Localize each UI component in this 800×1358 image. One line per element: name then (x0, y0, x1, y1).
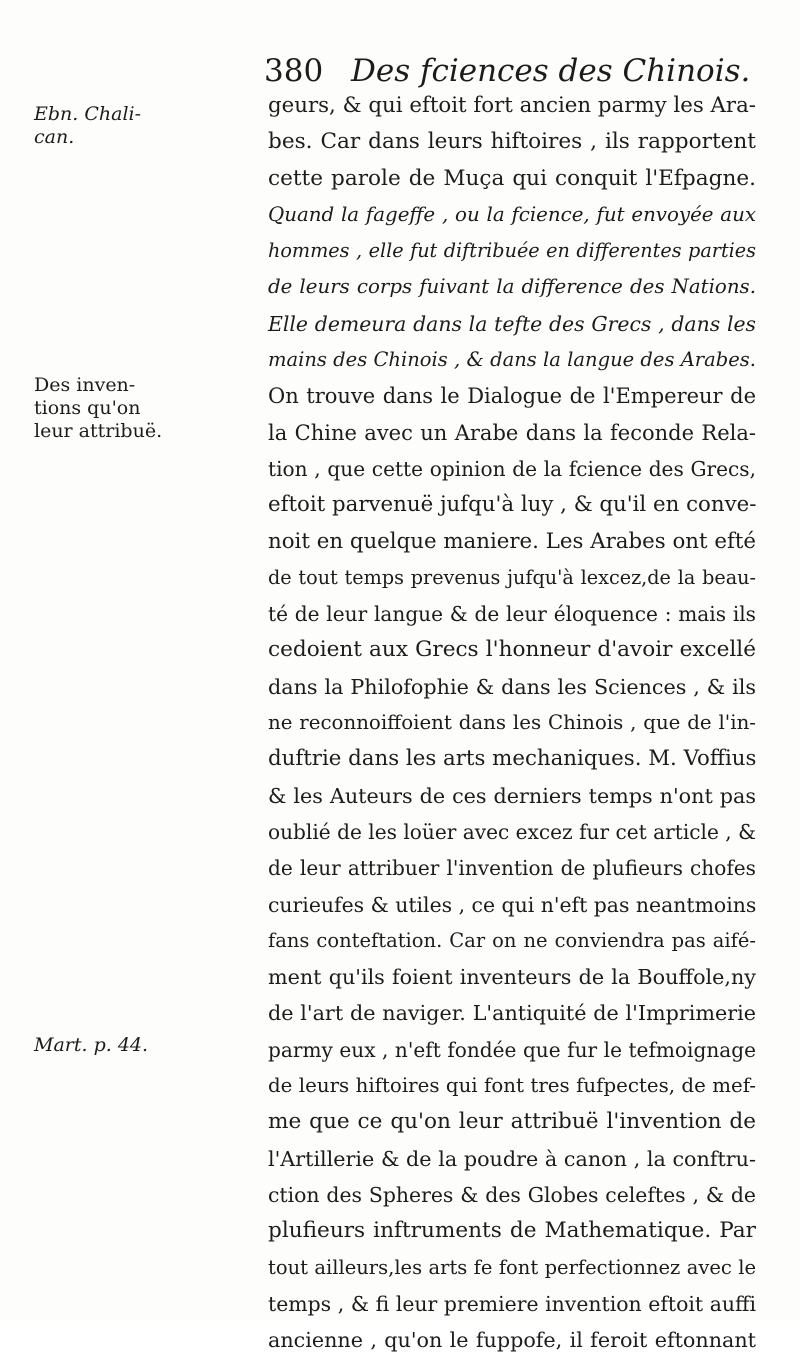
text-line: ction des Spheres & des Globes celeftes , & de (268, 1182, 756, 1207)
text-line-quote: de leurs corps fuivant la difference des Nations. (268, 275, 756, 299)
margin-note-inventions (34, 374, 162, 443)
text-line: cette parole de Muça qui conquit l'Efpagne. (268, 165, 756, 191)
margin-note-ebn-chalican (34, 103, 141, 149)
margin-note-line: Ebn. Chali- (34, 103, 142, 125)
text-line: curieufes & utiles , ce qui n'eft pas neantmoins (268, 892, 757, 917)
text-line: & les Auteurs de ces derniers temps n'ont pas (268, 783, 756, 808)
margin-note-line: can. (34, 126, 75, 148)
text-line: de tout temps prevenus jufqu'à lexcez,de la beau- (268, 565, 756, 589)
page-header (264, 53, 751, 89)
text-line: oublié de les loüer avec excez fur cet article , & (268, 819, 756, 844)
text-line: dans la Philofophie & dans les Sciences , & ils (268, 674, 756, 699)
running-title: Des fciences des Chinois. (351, 53, 751, 89)
text-line: de l'art de naviger. L'antiquité de l'Imprimerie (268, 1001, 756, 1026)
text-line: tout ailleurs,les arts fe font perfectionnez avec le (268, 1255, 756, 1279)
margin-note-line: tions qu'on (34, 397, 141, 419)
text-line: duftrie dans les arts mechaniques. M. Voffius (268, 746, 757, 772)
text-line: ne reconnoiffoient dans les Chinois , que de l'in- (268, 711, 756, 735)
text-line: On trouve dans le Dialogue de l'Empereur de (268, 384, 756, 409)
text-line: de leurs hiftoires qui font tres fufpectes, de mef- (268, 1074, 756, 1098)
text-line: té de leur langue & de leur éloquence : mais ils (268, 602, 756, 627)
text-line: ancienne , qu'on le fuppofe, il feroit eftonnant (268, 1328, 756, 1353)
text-line: la Chine avec un Arabe dans la feconde Rela- (268, 420, 756, 445)
text-line-quote: Quand la fageffe , ou la fcience, fut envoyée aux (268, 202, 756, 226)
margin-note-line: Mart. p. 44. (34, 1034, 149, 1056)
text-line: bes. Car dans leurs hiftoires , ils rapportent (268, 129, 756, 155)
text-line: ment qu'ils foient inventeurs de la Bouffole,ny (268, 965, 756, 990)
text-line: plufieurs inftruments de Mathematique. Par (268, 1218, 756, 1244)
margin-note-line: leur attribuë. (34, 420, 163, 442)
margin-note-line: Des inven- (34, 374, 136, 396)
text-line-quote: Elle demeura dans la tefte des Grecs , dans les (268, 311, 756, 336)
text-line: fans conteftation. Car on ne conviendra pas aifé- (268, 928, 756, 952)
text-line: me que ce qu'on leur attribuë l'invention de (268, 1109, 756, 1135)
text-line: geurs, & qui eftoit fort ancien parmy les Ara- (268, 93, 756, 118)
text-line: tion , que cette opinion de la fcience des Grecs, (268, 456, 756, 481)
margin-note-mart (34, 1034, 148, 1057)
text-line: eftoit parvenuë jufqu'à luy , & qu'il en conve- (268, 492, 757, 518)
text-line-quote: hommes , elle fut diftribuée en differentes parties (268, 239, 756, 263)
text-line: noit en quelque maniere. Les Arabes ont efté (268, 528, 756, 554)
text-line-quote: mains des Chinois , & dans la langue des Arabes. (268, 348, 756, 372)
page-number: 380 (264, 53, 324, 89)
text-line: temps , & fi leur premiere invention eftoit auffi (268, 1291, 756, 1316)
text-line: de leur attribuer l'invention de plufieurs chofes (268, 856, 756, 881)
text-line: l'Artillerie & de la poudre à canon , la conftru- (268, 1146, 756, 1171)
body-text (268, 88, 756, 1358)
text-line: cedoient aux Grecs l'honneur d'avoir excellé (268, 637, 756, 663)
text-line: parmy eux , n'eft fondée que fur le tefmoignage (268, 1037, 756, 1062)
